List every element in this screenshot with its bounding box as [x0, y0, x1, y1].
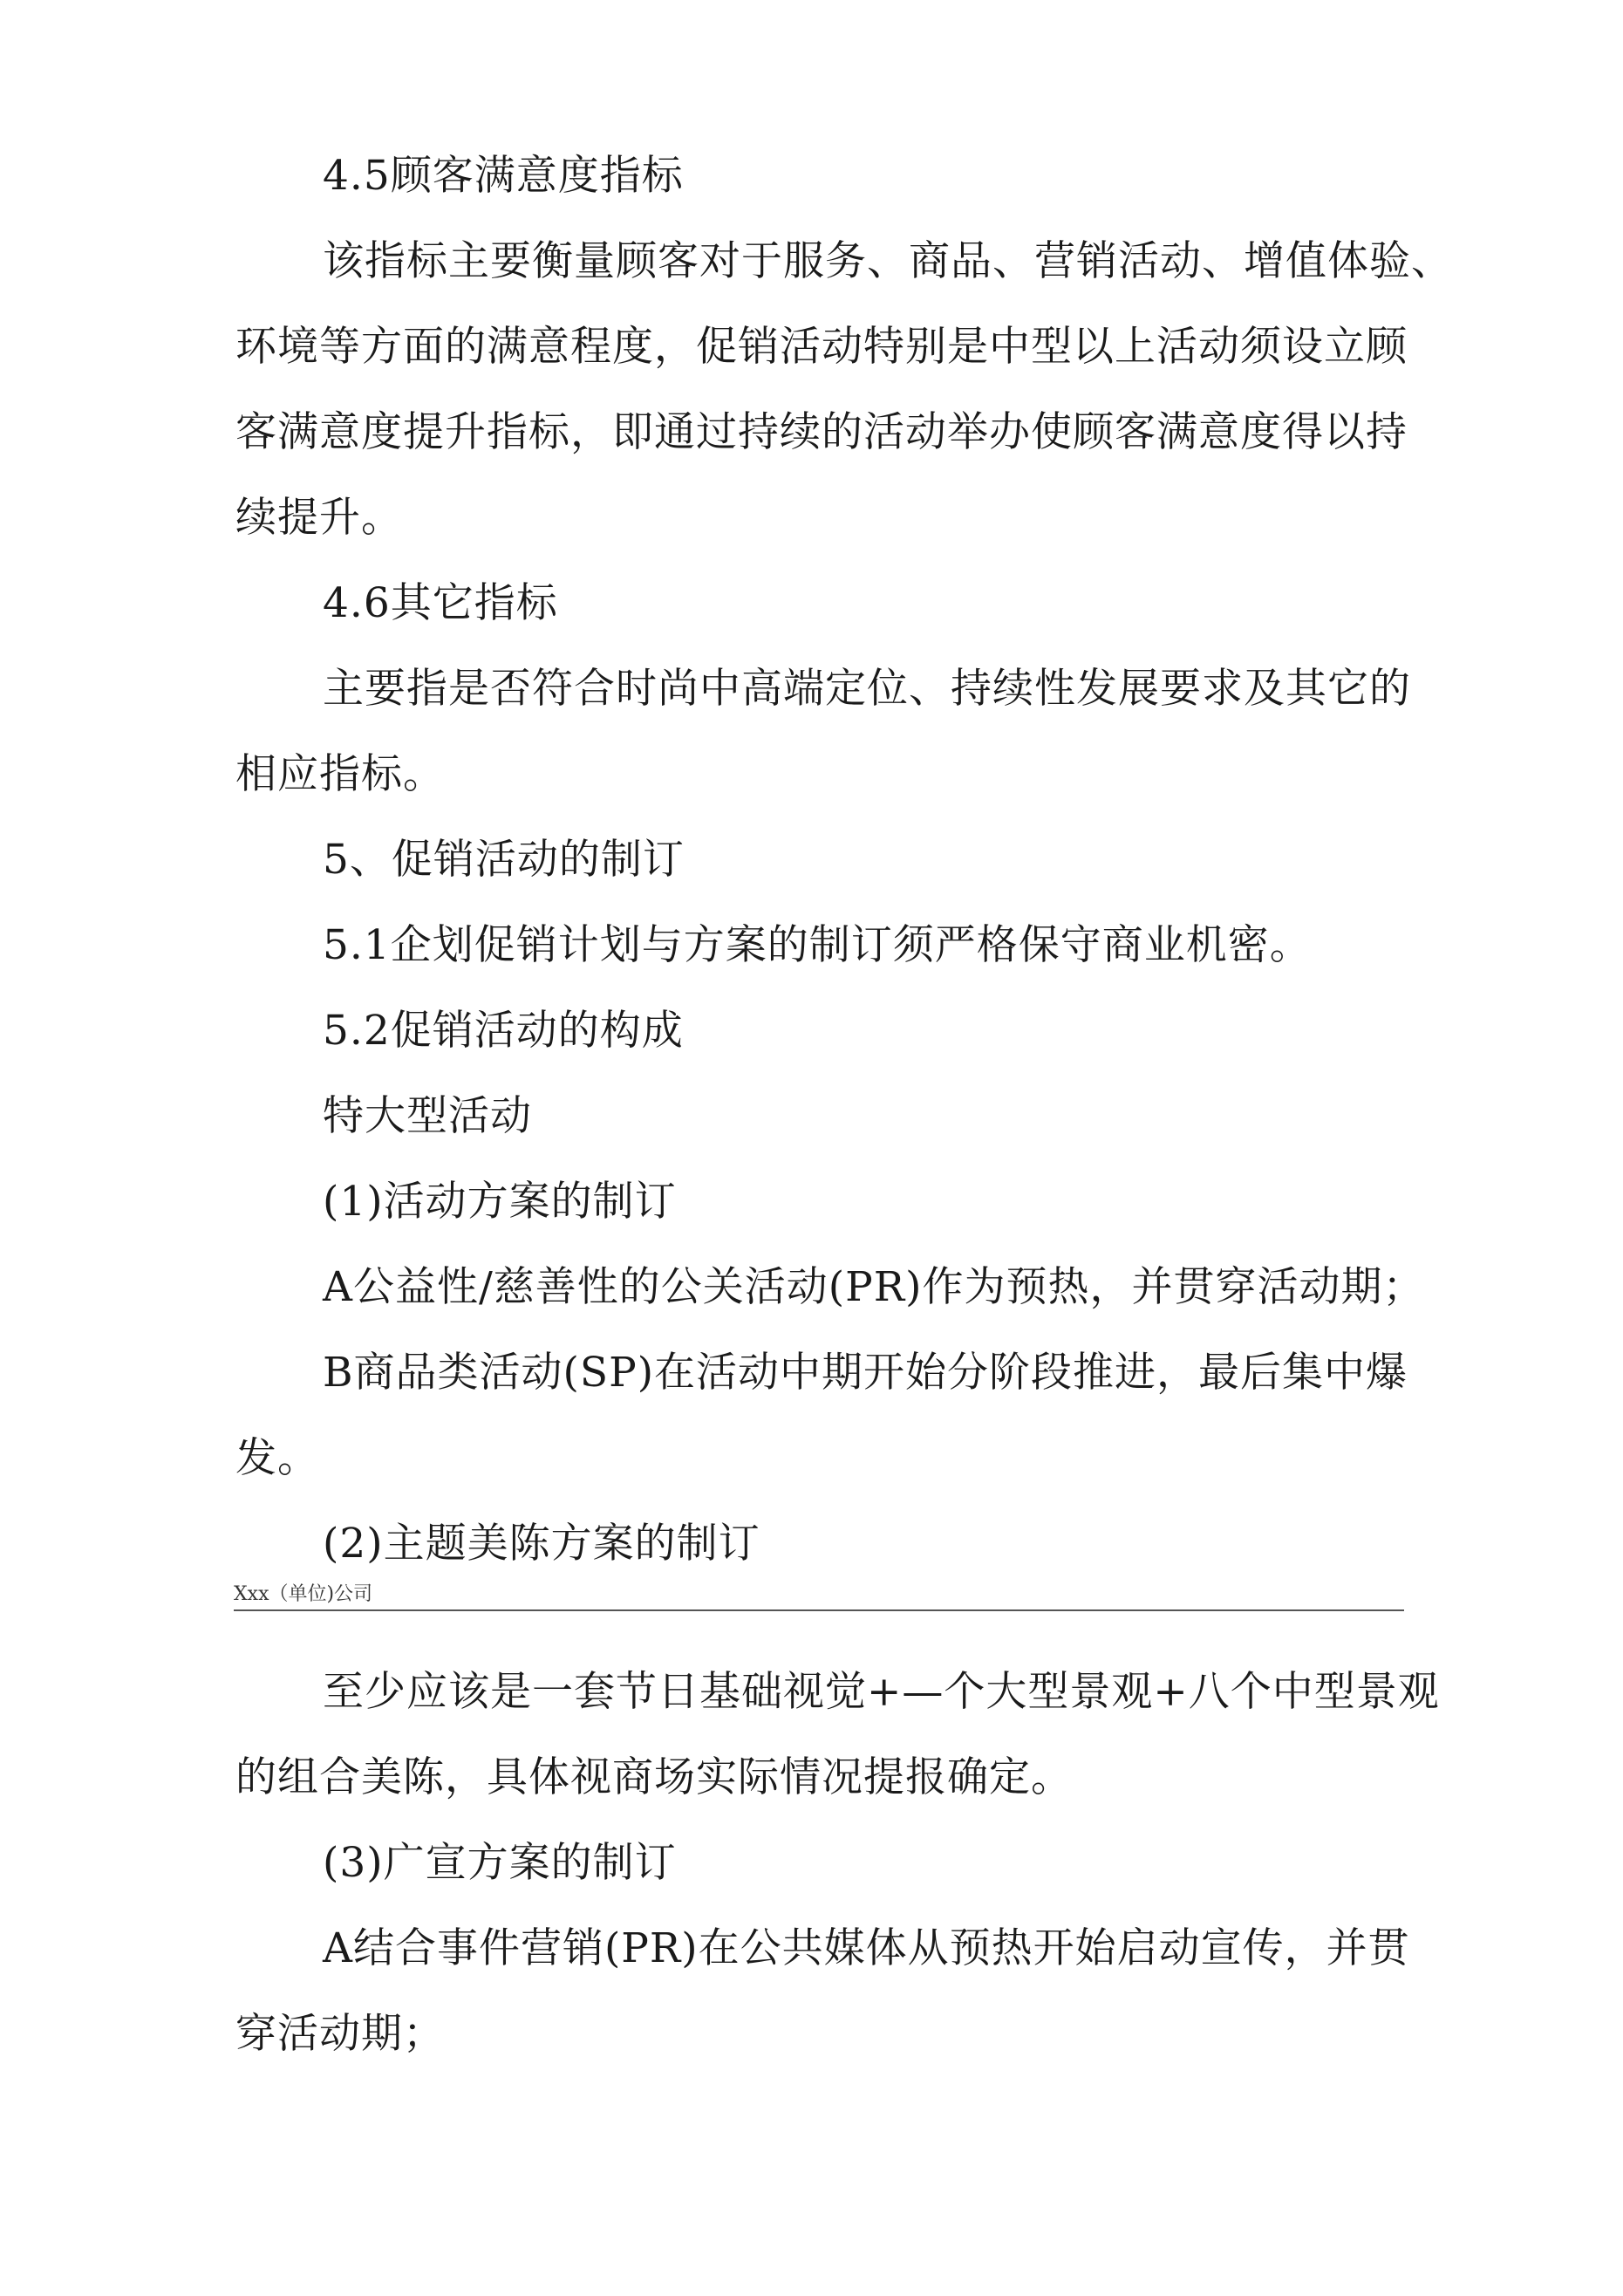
paragraph-5-1: 5.1企划促销计划与方案的制订须严格保守商业机密。 [323, 921, 1312, 969]
paragraph-line: 的组合美陈，具体视商场实际情况提报确定。 [235, 1753, 1073, 1801]
subheading-special-event: 特大型活动 [323, 1092, 532, 1140]
paragraph-line: 环境等方面的满意程度，促销活动特别是中型以上活动须设立顾 [235, 323, 1408, 371]
item-b-line: 发。 [235, 1434, 319, 1482]
heading-5: 5、促销活动的制订 [323, 836, 685, 884]
heading-5-2: 5.2促销活动的构成 [323, 1007, 684, 1055]
footer-company: Xxx（单位)公司 [234, 1583, 373, 1605]
footer-divider [234, 1609, 1404, 1611]
paragraph-line: 至少应该是一套节日基础视觉+—个大型景观+八个中型景观 [323, 1668, 1440, 1716]
paragraph-line: 相应指标。 [235, 750, 445, 798]
paragraph-line: 续提升。 [235, 494, 403, 542]
paragraph-line: 客满意度提升指标，即通过持续的活动举办使顾客满意度得以持 [235, 408, 1408, 456]
paragraph-line: 该指标主要衡量顾客对于服务、商品、营销活动、增值体验、 [323, 237, 1453, 285]
heading-4-6: 4.6其它指标 [323, 579, 558, 627]
item-b-line: B商品类活动(SP)在活动中期开始分阶段推进，最后集中爆 [323, 1349, 1408, 1397]
item-2: (2)主题美陈方案的制订 [323, 1520, 760, 1568]
item-3: (3)广宣方案的制订 [323, 1839, 677, 1887]
paragraph-line: 主要指是否符合时尚中高端定位、持续性发展要求及其它的 [323, 665, 1411, 713]
item-a-line: 穿活动期； [235, 2010, 445, 2058]
heading-4-5: 4.5顾客满意度指标 [323, 152, 684, 200]
item-1: (1)活动方案的制订 [323, 1178, 677, 1226]
item-a: A公益性/慈善性的公关活动(PR)作为预热，并贯穿活动期； [323, 1263, 1425, 1311]
item-a-line: A结合事件营销(PR)在公共媒体从预热开始启动宣传，并贯 [323, 1924, 1410, 1972]
